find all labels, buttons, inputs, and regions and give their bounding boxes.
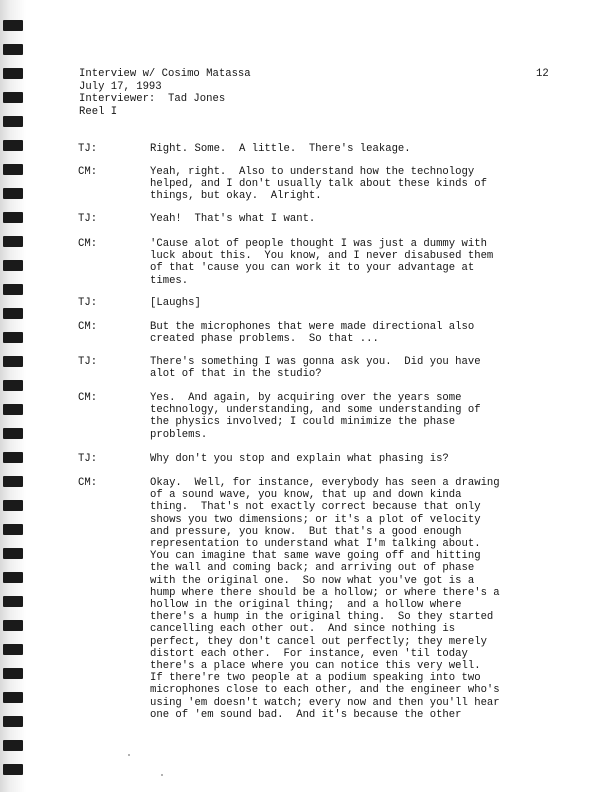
binding-hole	[3, 380, 23, 391]
binding-hole	[3, 596, 23, 607]
utterance-line: perfect, they don't cancel out perfectly; they merely	[150, 635, 487, 648]
binding-hole	[3, 68, 23, 79]
utterance-line: You can imagine that same wave going off and hitting	[150, 550, 481, 563]
binding-hole	[3, 692, 23, 703]
speaker-label: TJ:	[78, 213, 98, 225]
utterance-line: But the microphones that were made directional also	[150, 321, 475, 333]
utterance-line: Right. Some. A little. There's leakage.	[150, 143, 411, 155]
utterance-line: Yes. And again, by acquiring over the years some	[150, 392, 462, 404]
utterance-line: things, but okay. Alright.	[150, 190, 322, 203]
utterance-text	[150, 321, 560, 345]
utterance-line: problems.	[150, 428, 208, 441]
utterance-line: hollow in the original thing; and a hollow where	[150, 599, 462, 612]
utterance-line: thing. That's not exactly correct because that only	[150, 501, 481, 514]
interview-header	[79, 68, 251, 118]
utterance-line: shows you two dimensions; or it's a plot of velocity	[150, 513, 481, 526]
header-line: July 17, 1993	[79, 80, 162, 93]
utterance-line: the physics involved; I could minimize the phase	[150, 416, 456, 429]
utterance-line: of that 'cause you can work it to your advantage at	[150, 262, 475, 275]
utterance-line: representation to understand what I'm talking about.	[150, 538, 481, 551]
binding-hole	[3, 548, 23, 559]
utterance-line: and pressure, you know. But that's a good enough	[150, 525, 462, 538]
utterance-text	[150, 477, 560, 721]
utterance-line: Yeah, right. Also to understand how the technology	[150, 166, 475, 178]
utterance-text	[150, 392, 560, 441]
utterance-line: alot of that in the studio?	[150, 368, 322, 381]
binding-hole	[3, 524, 23, 535]
binding-hole	[3, 308, 23, 319]
binding-hole	[3, 164, 23, 175]
page-number: 12	[536, 68, 549, 80]
utterance-text	[150, 356, 560, 380]
binding-hole	[3, 20, 23, 31]
speaker-label: TJ:	[78, 453, 98, 465]
utterance-line: the wall and coming back; and arriving out of phase	[150, 562, 475, 575]
binding-hole	[3, 620, 23, 631]
binding-hole	[3, 356, 23, 367]
utterance-line: hump where there should be a hollow; or where there's a	[150, 586, 500, 599]
scan-speck	[128, 754, 130, 756]
utterance-line: [Laughs]	[150, 297, 201, 309]
speaker-label: TJ:	[78, 356, 98, 368]
binding-hole	[3, 740, 23, 751]
utterance-line: cancelling each other out. And since nothing is	[150, 623, 456, 636]
binding-hole	[3, 188, 23, 199]
binding-hole	[3, 116, 23, 127]
utterance-line: Okay. Well, for instance, everybody has seen a drawing	[150, 477, 500, 489]
speaker-label: CM:	[78, 238, 98, 250]
binding-hole	[3, 764, 23, 775]
utterance-line: of a sound wave, you know, that up and down kinda	[150, 489, 462, 502]
utterance-line: If there're two people at a podium speaking into two	[150, 672, 481, 685]
binding-hole	[3, 236, 23, 247]
header-line: Interviewer: Tad Jones	[79, 93, 226, 106]
speaker-label: TJ:	[78, 297, 98, 309]
binding-hole	[3, 476, 23, 487]
utterance-line: There's something I was gonna ask you. Did you have	[150, 356, 481, 368]
utterance-line: there's a place where you can notice this very well.	[150, 660, 481, 673]
scan-speck	[161, 774, 163, 776]
speaker-label: TJ:	[78, 143, 98, 155]
utterance-line: created phase problems. So that ...	[150, 333, 379, 346]
utterance-line: Yeah! That's what I want.	[150, 213, 316, 225]
binding-hole	[3, 572, 23, 583]
utterance-text	[150, 213, 560, 225]
speaker-label: CM:	[78, 321, 98, 333]
binding-hole	[3, 428, 23, 439]
binding-hole	[3, 644, 23, 655]
speaker-label: CM:	[78, 166, 98, 178]
utterance-text	[150, 143, 560, 155]
binding-hole	[3, 332, 23, 343]
utterance-line: technology, understanding, and some understanding of	[150, 404, 481, 417]
binding-hole	[3, 44, 23, 55]
binding-hole	[3, 92, 23, 103]
utterance-line: times.	[150, 274, 189, 287]
utterance-line: with the original one. So now what you've got is a	[150, 574, 475, 587]
utterance-text	[150, 297, 560, 309]
binding-hole	[3, 716, 23, 727]
speaker-label: CM:	[78, 392, 98, 404]
speaker-label: CM:	[78, 477, 98, 489]
utterance-text	[150, 238, 560, 287]
utterance-line: luck about this. You know, and I never disabused them	[150, 250, 494, 263]
utterance-line: helped, and I don't usually talk about these kinds of	[150, 178, 487, 191]
binding-hole	[3, 404, 23, 415]
binding-edge	[0, 0, 26, 792]
binding-hole	[3, 260, 23, 271]
utterance-line: there's a hump in the original thing. So they started	[150, 611, 494, 624]
utterance-text	[150, 453, 560, 465]
header-line: Interview w/ Cosimo Matassa	[79, 68, 251, 80]
utterance-line: Why don't you stop and explain what phasing is?	[150, 453, 449, 465]
binding-hole	[3, 284, 23, 295]
utterance-line: using 'em doesn't watch; every now and then you'll hear	[150, 696, 500, 709]
utterance-text	[150, 166, 560, 203]
binding-hole	[3, 212, 23, 223]
utterance-line: microphones close to each other, and the engineer who's	[150, 684, 500, 697]
binding-hole	[3, 500, 23, 511]
binding-hole	[3, 140, 23, 151]
header-line: Reel I	[79, 105, 118, 118]
utterance-line: one of 'em sound bad. And it's because the other	[150, 708, 462, 721]
binding-hole	[3, 668, 23, 679]
binding-hole	[3, 452, 23, 463]
utterance-line: distort each other. For instance, even 'til today	[150, 647, 468, 660]
utterance-line: 'Cause alot of people thought I was just a dummy with	[150, 238, 487, 250]
